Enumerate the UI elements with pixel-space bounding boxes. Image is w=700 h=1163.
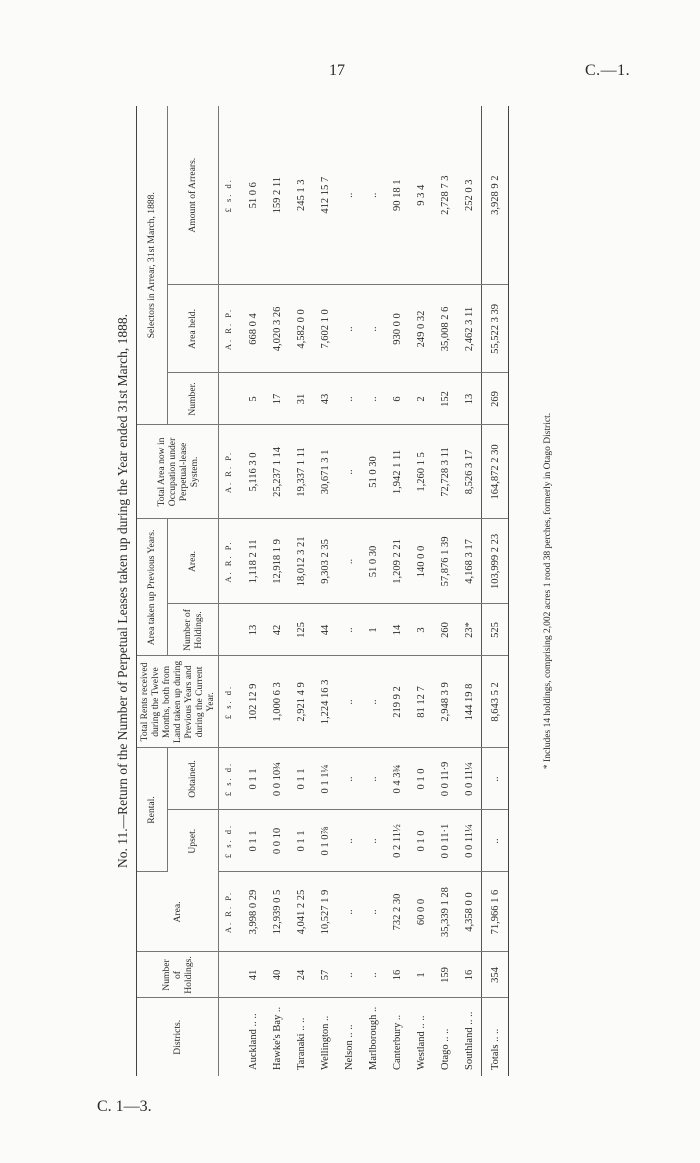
cell-holdings: 16 — [457, 952, 482, 998]
cell-prev-area: 51 0 30 — [361, 519, 385, 604]
cell-total-area: 19,337 1 11 — [289, 425, 313, 519]
cell-obtained: 0 1 1 — [289, 748, 313, 810]
cell-arrear-number: 2 — [409, 373, 433, 425]
cell-area: 10,527 1 9 — [313, 872, 337, 952]
cell-district: Auckland .. .. — [247, 1013, 259, 1070]
table-row — [237, 106, 265, 1076]
cell-upset: 0 1 0 — [409, 810, 433, 872]
cell-obtained: .. — [337, 748, 361, 810]
cell-prev-area: .. — [337, 519, 361, 604]
header-area-held: Area held. — [167, 285, 219, 373]
cell-rents: 1,000 6 3 — [265, 656, 289, 748]
cell-district: Nelson .. .. — [343, 1024, 355, 1070]
cell-area: 35,339 1 28 — [433, 872, 457, 952]
cell-upset: 0 1 1 — [237, 810, 265, 872]
unit-blank — [219, 998, 238, 1076]
table-title: No. 11.—Return of the Number of Perpetual Leases taken up during the Year ended 31st March, 1888. — [115, 314, 130, 868]
cell-area: 60 0 0 — [409, 872, 433, 952]
cell-rents: 102 12 9 — [237, 656, 265, 748]
cell-total-area: .. — [337, 425, 361, 519]
cell-prev-holdings: 23* — [457, 604, 482, 656]
unit-total-area: A. R. P. — [219, 425, 238, 519]
cell-rents: .. — [337, 656, 361, 748]
cell-rents: .. — [361, 656, 385, 748]
cell-obtained: 0 0 11¼ — [457, 748, 482, 810]
cell-area-held: 35,008 2 6 — [433, 285, 457, 373]
header-arrear-number: Number. — [167, 373, 219, 425]
cell-rents: 2,948 3 9 — [433, 656, 457, 748]
cell-area-held: 2,462 3 11 — [457, 285, 482, 373]
header-upset: Upset. — [167, 810, 219, 872]
cell-area-held: .. — [361, 285, 385, 373]
cell-prev-holdings: 13 — [237, 604, 265, 656]
cell-holdings: .. — [337, 952, 361, 998]
cell-upset: .. — [361, 810, 385, 872]
cell-prev-area: 1,118 2 11 — [237, 519, 265, 604]
cell-area-held: 55,522 3 39 — [482, 285, 509, 373]
cell-prev-area: 103,999 2 23 — [482, 519, 509, 604]
cell-area-held: 668 0 4 — [237, 285, 265, 373]
cell-upset: 0 1 0⅞ — [313, 810, 337, 872]
cell-rents: 144 19 8 — [457, 656, 482, 748]
cell-prev-holdings: 3 — [409, 604, 433, 656]
cell-arrears: .. — [361, 106, 385, 285]
cell-prev-holdings: 44 — [313, 604, 337, 656]
cell-total-area: 30,671 3 1 — [313, 425, 337, 519]
unit-area-held: A. R. P. — [219, 285, 238, 373]
cell-holdings: 354 — [482, 952, 509, 998]
cell-area-held: 4,582 0 0 — [289, 285, 313, 373]
cell-prev-area: 140 0 0 — [409, 519, 433, 604]
unit-area: A. R. P. — [219, 872, 238, 952]
document-code: C.—1. — [585, 62, 631, 79]
cell-arrears: 9 3 4 — [409, 106, 433, 285]
cell-arrears: 252 0 3 — [457, 106, 482, 285]
unit-blank — [219, 373, 238, 425]
cell-arrears: 2,728 7 3 — [433, 106, 457, 285]
cell-obtained: 0 4 3¾ — [385, 748, 409, 810]
cell-arrears: 245 1 3 — [289, 106, 313, 285]
cell-district: Otago .. .. — [439, 1028, 451, 1070]
footnote: * Includes 14 holdings, comprising 2,002 acres 1 rood 38 perches, formerly in Otago District. — [543, 412, 553, 770]
cell-upset: .. — [337, 810, 361, 872]
footer-code: C. 1—3. — [97, 1098, 152, 1115]
cell-area-held: 249 0 32 — [409, 285, 433, 373]
cell-rents: 81 12 7 — [409, 656, 433, 748]
unit-blank — [219, 604, 238, 656]
cell-arrear-number: .. — [337, 373, 361, 425]
header-prev-number: Number of Holdings. — [167, 604, 219, 656]
cell-obtained: 0 0 10¾ — [265, 748, 289, 810]
unit-rents: £ s. d. — [219, 656, 238, 748]
cell-district: Marlborough .. — [367, 1006, 379, 1070]
rotated-return-table-block — [115, 106, 553, 1076]
cell-obtained: .. — [482, 748, 509, 810]
cell-area: .. — [337, 872, 361, 952]
cell-upset: 0 2 11½ — [385, 810, 409, 872]
cell-holdings: .. — [361, 952, 385, 998]
unit-arrears: £ s. d. — [219, 106, 238, 285]
cell-area-held: .. — [337, 285, 361, 373]
table-row — [457, 106, 482, 1076]
cell-total-area: 51 0 30 — [361, 425, 385, 519]
cell-district: Taranaki .. .. — [295, 1017, 307, 1070]
cell-district: Westland .. .. — [415, 1015, 427, 1070]
unit-blank — [219, 952, 238, 998]
cell-prev-holdings: 42 — [265, 604, 289, 656]
cell-upset: 0 0 11¼ — [457, 810, 482, 872]
cell-total-area: 8,526 3 17 — [457, 425, 482, 519]
cell-arrears: 3,928 9 2 — [482, 106, 509, 285]
cell-arrear-number: 152 — [433, 373, 457, 425]
cell-area: 732 2 30 — [385, 872, 409, 952]
cell-prev-holdings: .. — [337, 604, 361, 656]
cell-area-held: 7,602 1 0 — [313, 285, 337, 373]
cell-arrears: .. — [337, 106, 361, 285]
cell-arrears: 159 2 11 — [265, 106, 289, 285]
cell-prev-area: 9,303 2 35 — [313, 519, 337, 604]
cell-obtained: .. — [361, 748, 385, 810]
cell-prev-holdings: 125 — [289, 604, 313, 656]
cell-rents: 1,224 16 3 — [313, 656, 337, 748]
cell-holdings: 24 — [289, 952, 313, 998]
cell-total-area: 1,942 1 11 — [385, 425, 409, 519]
cell-arrear-number: 17 — [265, 373, 289, 425]
page-number: 17 — [329, 62, 345, 79]
cell-total-area: 72,728 3 11 — [433, 425, 457, 519]
cell-district: Totals .. .. — [482, 998, 509, 1076]
cell-district: Wellington .. — [319, 1015, 331, 1070]
header-districts: Districts. — [137, 998, 219, 1076]
table-row — [409, 106, 433, 1076]
cell-upset: 0 0 11·1 — [433, 810, 457, 872]
header-total-rents: Total Rents received during the Twelve Months, both from Land taken up during Previous Years and during the Current Year. — [137, 656, 219, 748]
table-row — [313, 106, 337, 1076]
cell-upset: .. — [482, 810, 509, 872]
cell-prev-holdings: 1 — [361, 604, 385, 656]
unit-obtained: £ s. d. — [219, 748, 238, 810]
cell-area: 3,998 0 29 — [237, 872, 265, 952]
perpetual-leases-table — [136, 106, 509, 1076]
table-row — [433, 106, 457, 1076]
cell-prev-area: 18,012 3 21 — [289, 519, 313, 604]
cell-rents: 219 9 2 — [385, 656, 409, 748]
cell-arrear-number: 43 — [313, 373, 337, 425]
cell-upset: 0 0 10 — [265, 810, 289, 872]
cell-prev-area: 12,918 1 9 — [265, 519, 289, 604]
cell-prev-area: 4,168 3 17 — [457, 519, 482, 604]
cell-holdings: 41 — [237, 952, 265, 998]
cell-arrears: 51 0 6 — [237, 106, 265, 285]
cell-district: Hawke's Bay .. — [271, 1006, 283, 1070]
cell-upset: 0 1 1 — [289, 810, 313, 872]
cell-holdings: 57 — [313, 952, 337, 998]
header-area: Area. — [137, 872, 219, 952]
header-selectors-in-arrear: Selectors in Arrear, 31st March, 1888. — [137, 106, 168, 425]
cell-district: Canterbury .. — [391, 1014, 403, 1070]
cell-obtained: 0 1 0 — [409, 748, 433, 810]
cell-prev-holdings: 525 — [482, 604, 509, 656]
cell-arrears: 412 15 7 — [313, 106, 337, 285]
cell-area: 12,939 0 5 — [265, 872, 289, 952]
unit-upset: £ s. d. — [219, 810, 238, 872]
header-total-area-now: Total Area now in Occupation under Perpetual-lease System. — [137, 425, 219, 519]
cell-district: Southland .. .. — [463, 1011, 475, 1070]
cell-total-area: 5,116 3 0 — [237, 425, 265, 519]
cell-total-area: 164,872 2 30 — [482, 425, 509, 519]
table-row — [361, 106, 385, 1076]
cell-holdings: 1 — [409, 952, 433, 998]
cell-arrear-number: 269 — [482, 373, 509, 425]
cell-area: 71,966 1 6 — [482, 872, 509, 952]
cell-prev-area: 1,209 2 21 — [385, 519, 409, 604]
header-obtained: Obtained. — [167, 748, 219, 810]
cell-arrears: 90 18 1 — [385, 106, 409, 285]
cell-arrear-number: 6 — [385, 373, 409, 425]
cell-total-area: 25,237 1 14 — [265, 425, 289, 519]
table-body — [237, 106, 509, 1076]
header-rental: Rental. — [137, 748, 168, 872]
cell-arrear-number: 13 — [457, 373, 482, 425]
cell-area-held: 4,020 3 26 — [265, 285, 289, 373]
cell-holdings: 40 — [265, 952, 289, 998]
header-previous-years: Area taken up Previous Years. — [137, 519, 168, 656]
table-row — [265, 106, 289, 1076]
header-number-of-holdings: Number of Holdings. — [137, 952, 219, 998]
cell-area: 4,358 0 0 — [457, 872, 482, 952]
cell-holdings: 16 — [385, 952, 409, 998]
table-row — [337, 106, 361, 1076]
header-amount-arrears: Amount of Arrears. — [167, 106, 219, 285]
cell-rents: 8,643 5 2 — [482, 656, 509, 748]
cell-rents: 2,921 4 9 — [289, 656, 313, 748]
cell-obtained: 0 1 1¼ — [313, 748, 337, 810]
cell-obtained: 0 1 1 — [237, 748, 265, 810]
cell-area-held: 930 0 0 — [385, 285, 409, 373]
cell-area: 4,041 2 25 — [289, 872, 313, 952]
unit-prev-area: A. R. P. — [219, 519, 238, 604]
cell-prev-holdings: 14 — [385, 604, 409, 656]
cell-prev-holdings: 260 — [433, 604, 457, 656]
cell-area: .. — [361, 872, 385, 952]
table-row — [289, 106, 313, 1076]
cell-total-area: 1,260 1 5 — [409, 425, 433, 519]
cell-arrear-number: 5 — [237, 373, 265, 425]
cell-prev-area: 57,876 1 39 — [433, 519, 457, 604]
cell-arrear-number: .. — [361, 373, 385, 425]
cell-arrear-number: 31 — [289, 373, 313, 425]
table-row — [385, 106, 409, 1076]
totals-row — [482, 106, 509, 1076]
cell-obtained: 0 0 11·9 — [433, 748, 457, 810]
header-prev-area: Area. — [167, 519, 219, 604]
cell-holdings: 159 — [433, 952, 457, 998]
